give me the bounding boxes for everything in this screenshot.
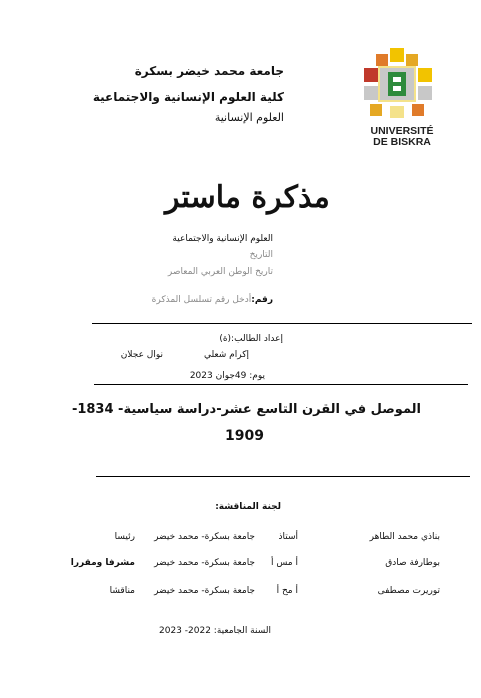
committee-table <box>40 532 440 608</box>
committee-label: لجنة المناقشة: <box>215 502 281 512</box>
serial-row <box>152 295 273 305</box>
member-name: بناذي محمد الطاهر <box>369 532 440 542</box>
logo-text-line2: DE BISKRA <box>373 136 431 148</box>
member-role: رئيسا <box>114 532 135 542</box>
department-name: العلوم الإنسانية <box>214 111 284 124</box>
divider-top <box>92 323 472 324</box>
member-institution: جامعة بسكرة- محمد خيضر <box>154 586 255 596</box>
member-name: توريرت مصطفى <box>377 586 440 596</box>
member-institution: جامعة بسكرة- محمد خيضر <box>154 558 255 568</box>
thesis-title-line2: 1909 <box>225 428 264 444</box>
logo-text-line1: UNIVERSITÉ <box>370 125 434 137</box>
serial-placeholder: أدخل رقم تسلسل المذكرة <box>151 295 252 305</box>
university-logo <box>356 46 448 156</box>
member-institution: جامعة بسكرة- محمد خيضر <box>154 532 255 542</box>
defense-date: يوم: 49جوان 2023 <box>189 371 265 381</box>
member-name: بوطارفة صادق <box>385 558 440 568</box>
divider-bottom <box>96 476 470 477</box>
member-rank: أ مح أ <box>276 586 298 596</box>
branch-label: التاريخ <box>249 250 273 260</box>
member-rank: أستاذ <box>278 532 298 542</box>
academic-year: السنة الجامعية: 2022- 2023 <box>159 626 271 636</box>
thesis-title-line1: الموصل في القرن التاسع عشر-دراسة سياسية- 1834- <box>71 402 421 417</box>
divider-mid <box>94 384 468 385</box>
students-label: إعداد الطالب:(ة) <box>219 334 283 344</box>
page-title: مذكرة ماستر <box>165 180 330 215</box>
specialty-label: تاريخ الوطن العربي المعاصر <box>167 267 273 277</box>
student-name-1: إكرام شعلي <box>203 350 249 360</box>
logo-emblem <box>362 48 432 118</box>
student-name-2: نوال عجلان <box>120 350 163 360</box>
serial-label: رقم: <box>251 295 273 305</box>
member-role: مناقشا <box>109 586 135 596</box>
member-role: مشرفا ومقررا <box>70 558 135 568</box>
faculty-name: كلية العلوم الإنسانية والاجتماعية <box>92 90 284 104</box>
university-name: جامعة محمد خيضر بسكرة <box>134 64 284 78</box>
logo-text <box>356 126 448 148</box>
field-label: العلوم الإنسانية والاجتماعية <box>172 234 273 244</box>
member-rank: أ مس أ <box>270 558 298 568</box>
